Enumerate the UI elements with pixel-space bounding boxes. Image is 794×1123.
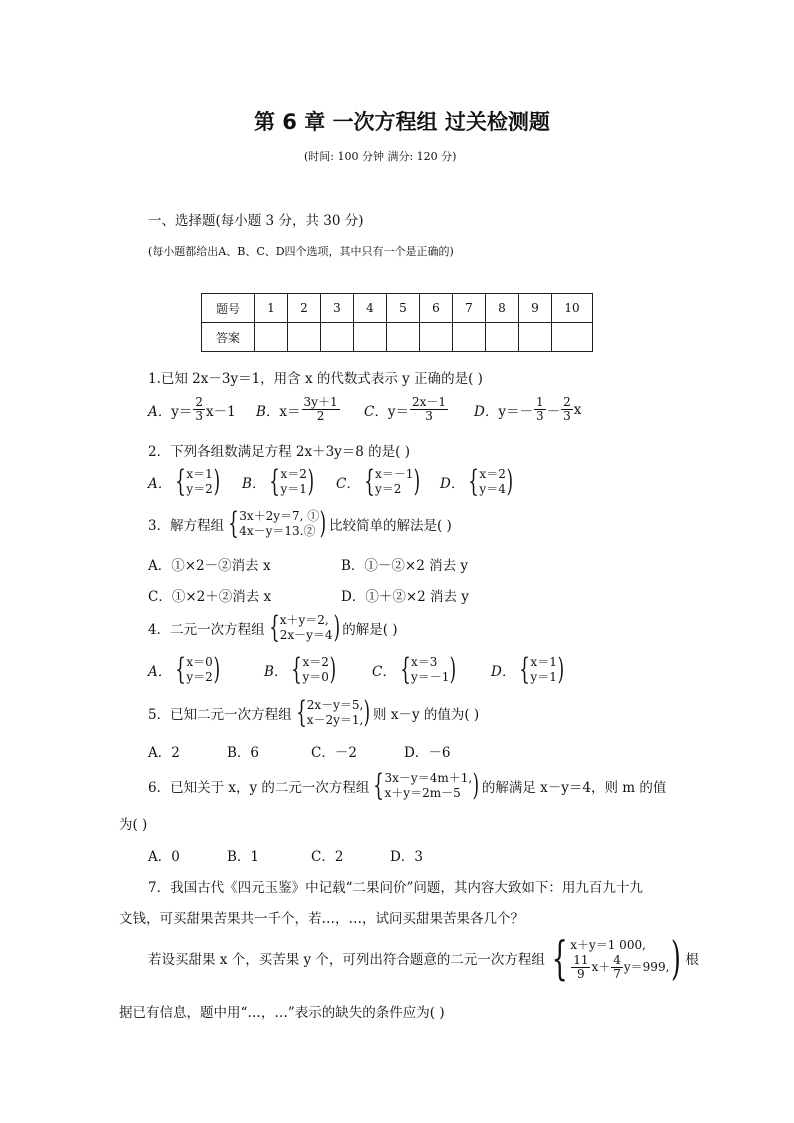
equation-system: { x＝2 y＝4 ) bbox=[468, 464, 513, 499]
option-a: A．2 bbox=[148, 745, 180, 761]
option-label: B． bbox=[256, 403, 280, 420]
answer-table bbox=[201, 293, 593, 352]
question-3-stem bbox=[148, 506, 452, 541]
equation-row: x＝2 bbox=[302, 655, 329, 669]
stem-text: 比较简单的解法是( ) bbox=[329, 518, 452, 534]
equation-row: 2x－y＝5, bbox=[306, 698, 364, 712]
option-text: y＝ bbox=[171, 403, 193, 420]
table-number-cell: 6 bbox=[420, 294, 453, 323]
equation-row: y＝－1 bbox=[410, 670, 450, 684]
answer-cell bbox=[255, 323, 288, 352]
option-label: B． bbox=[242, 476, 266, 492]
stem-text: 的解满足 x－y＝4，则 m 的值 bbox=[481, 780, 667, 796]
equation-system: { 3x－y＝4m＋1, x＋y＝2m－5 ) bbox=[373, 768, 480, 803]
option-b bbox=[256, 396, 364, 423]
option-c: C．2 bbox=[311, 849, 344, 865]
question-2-stem: 2．下列各组数满足方程 2x＋3y＝8 的是( ) bbox=[148, 444, 411, 460]
equation-row: x＝1 bbox=[530, 655, 557, 669]
answer-cell bbox=[453, 323, 486, 352]
equation-system: { 3x＋2y＝7, ① 4x－y＝13.② ) bbox=[228, 506, 327, 541]
option-label: C． bbox=[372, 664, 396, 680]
option-d: D．①＋②×2 消去 y bbox=[341, 589, 469, 605]
question-5-stem bbox=[148, 695, 480, 730]
question-4-stem bbox=[148, 610, 398, 645]
option-label: D． bbox=[440, 476, 465, 492]
option-a bbox=[148, 464, 242, 499]
denominator: 9 bbox=[577, 966, 585, 981]
stem-text: 则 x－y 的值为( ) bbox=[373, 707, 480, 723]
equation-row: y＝2 bbox=[186, 482, 213, 496]
equation-row: y＝1 bbox=[530, 670, 557, 684]
option-label: A． bbox=[148, 664, 172, 680]
question-6-stem bbox=[148, 768, 667, 803]
option-b bbox=[242, 464, 336, 499]
equation-row: x＝－1 bbox=[374, 467, 414, 481]
numerator: 2x－1 bbox=[411, 395, 447, 409]
option-label: D． bbox=[491, 664, 516, 680]
answer-cell bbox=[354, 323, 387, 352]
option-d bbox=[474, 396, 581, 423]
equation-row: y＝1 bbox=[280, 482, 307, 496]
equation-text: y＝999, bbox=[623, 960, 670, 974]
denominator: 2 bbox=[316, 409, 325, 423]
numerator: 1 bbox=[535, 395, 544, 409]
equation-row: x＝0 bbox=[186, 655, 213, 669]
question-7-line-1: 7．我国古代《四元玉鉴》中记载“二果问价”问题，其内容大致如下：用九百九十九 bbox=[148, 880, 643, 896]
option-b: B．6 bbox=[227, 745, 260, 761]
equation-row: 3x＋2y＝7, ① bbox=[239, 509, 320, 523]
option-text: y＝－ bbox=[498, 403, 533, 420]
table-number-cell: 1 bbox=[255, 294, 288, 323]
option-b: B．①－②×2 消去 y bbox=[341, 558, 469, 574]
equation-row: y＝2 bbox=[374, 482, 402, 496]
table-number-cell: 7 bbox=[453, 294, 486, 323]
denominator: 3 bbox=[195, 409, 204, 423]
equation-row: x＋y＝2, bbox=[279, 613, 329, 627]
equation-system: { x＋y＝1 000, $\frac{11}{9}$ x＋ $\frac{4}{7}$ y＝999, ) bbox=[551, 931, 682, 985]
option-d: D．－6 bbox=[404, 745, 451, 761]
numerator: 2 bbox=[563, 395, 571, 409]
equation-row: y＝2 bbox=[186, 670, 213, 684]
answer-cell bbox=[387, 323, 420, 352]
option-label: B． bbox=[264, 664, 288, 680]
equation-row: x＋y＝1 000, bbox=[570, 937, 646, 952]
table-number-cell: 8 bbox=[486, 294, 519, 323]
equation-row: x－2y＝1, bbox=[306, 713, 364, 727]
option-text: x＝ bbox=[279, 403, 301, 420]
question-7-line-3 bbox=[148, 931, 699, 985]
table-header-cell: 题号 bbox=[202, 294, 255, 323]
option-label: C． bbox=[364, 403, 388, 420]
question-7-line-2: 文钱，可买甜果苦果共一千个，若…，…，试问买甜果苦果各几个？ bbox=[119, 911, 524, 927]
denominator: 3 bbox=[563, 409, 571, 423]
table-number-cell: 9 bbox=[519, 294, 552, 323]
equation-row bbox=[570, 954, 669, 981]
option-text: y＝ bbox=[387, 403, 409, 420]
option-text: x－1 bbox=[206, 403, 236, 420]
option-text: x bbox=[573, 401, 582, 418]
stem-text: 6．已知关于 x，y 的二元一次方程组 bbox=[148, 780, 370, 796]
page-title: 第 6 章 一次方程组 过关检测题 bbox=[254, 110, 550, 134]
table-number-cell: 10 bbox=[552, 294, 593, 323]
table-number-cell: 4 bbox=[354, 294, 387, 323]
numerator: 4 bbox=[613, 952, 621, 967]
question-2-options bbox=[148, 464, 516, 499]
numerator: 3y＋1 bbox=[303, 395, 338, 409]
option-b: B．1 bbox=[227, 849, 260, 865]
stem-text: 的解是( ) bbox=[342, 622, 398, 638]
equation-system: { x＝－1 y＝2 ) bbox=[364, 464, 421, 499]
equation-row: x＋y＝2m－5 bbox=[384, 786, 461, 800]
option-a: A．①×2－②消去 x bbox=[148, 558, 271, 574]
option-label: D． bbox=[474, 403, 499, 420]
question-6-stem-continued: 为( ) bbox=[119, 817, 148, 833]
option-label: A． bbox=[148, 403, 172, 420]
option-c bbox=[364, 396, 474, 423]
answer-cell bbox=[288, 323, 321, 352]
stem-text: 根 bbox=[685, 952, 699, 968]
section-note: (每小题都给出A、B、C、D四个选项，其中只有一个是正确的) bbox=[148, 245, 454, 258]
denominator: 3 bbox=[535, 409, 544, 423]
question-4-options bbox=[148, 652, 567, 687]
equation-row: x＝3 bbox=[410, 655, 438, 669]
option-a bbox=[148, 652, 264, 687]
page-subtitle: (时间: 100 分钟 满分: 120 分) bbox=[304, 150, 457, 163]
answer-table-number-row bbox=[202, 294, 593, 323]
stem-text: 3．解方程组 bbox=[148, 518, 225, 534]
question-1-options bbox=[148, 396, 581, 423]
option-a bbox=[148, 396, 246, 423]
option-label: A． bbox=[148, 476, 172, 492]
numerator: 2 bbox=[195, 395, 204, 409]
answer-cell bbox=[321, 323, 354, 352]
fraction bbox=[561, 396, 573, 423]
option-c: C．－2 bbox=[311, 745, 357, 761]
option-c bbox=[336, 464, 440, 499]
equation-row: y＝0 bbox=[302, 670, 329, 684]
question-1-stem: 1.已知 2x－3y＝1，用含 x 的代数式表示 y 正确的是( ) bbox=[148, 371, 483, 387]
question-7-line-4: 据已有信息，题中用“…，…”表示的缺失的条件应为( ) bbox=[119, 1005, 445, 1021]
equation-system: { x＝3 y＝－1 ) bbox=[400, 652, 457, 687]
stem-text: 4．二元一次方程组 bbox=[148, 622, 265, 638]
equation-row: x＝1 bbox=[186, 467, 213, 481]
equation-system: { x＝1 y＝1 ) bbox=[519, 652, 564, 687]
fraction bbox=[611, 954, 623, 981]
table-number-cell: 2 bbox=[288, 294, 321, 323]
equation-row: 2x－y＝4 bbox=[279, 628, 333, 642]
denominator: 3 bbox=[425, 409, 433, 423]
option-label: C． bbox=[336, 476, 360, 492]
option-c: C．①×2＋②消去 x bbox=[148, 589, 272, 605]
equation-system: { 2x－y＝5, x－2y＝1, ) bbox=[295, 695, 371, 730]
equation-system: { x＝2 y＝1 ) bbox=[269, 464, 315, 499]
option-b bbox=[264, 652, 372, 687]
equation-system: { x＋y＝2, 2x－y＝4 ) bbox=[268, 610, 340, 645]
table-number-cell: 5 bbox=[387, 294, 420, 323]
equation-row: 4x－y＝13.② bbox=[239, 524, 316, 538]
equation-text: x＋ bbox=[591, 960, 611, 974]
stem-text: 5．已知二元一次方程组 bbox=[148, 707, 292, 723]
fraction bbox=[302, 396, 340, 423]
option-d bbox=[440, 464, 516, 499]
option-text: － bbox=[546, 403, 561, 420]
denominator: 7 bbox=[613, 966, 621, 981]
option-a: A．0 bbox=[148, 849, 180, 865]
equation-row: 3x－y＝4m＋1, bbox=[384, 771, 473, 785]
equation-row: x＝2 bbox=[479, 467, 506, 481]
fraction bbox=[571, 954, 590, 981]
answer-cell bbox=[519, 323, 552, 352]
answer-cell bbox=[552, 323, 593, 352]
option-d bbox=[491, 652, 567, 687]
answer-table-answer-row bbox=[202, 323, 593, 352]
stem-text: 若设买甜果 x 个，买苦果 y 个，可列出符合题意的二元一次方程组 bbox=[148, 952, 545, 968]
fraction bbox=[193, 396, 205, 423]
fraction bbox=[410, 396, 448, 423]
section-heading: 一、选择题(每小题 3 分，共 30 分) bbox=[148, 213, 364, 229]
fraction bbox=[534, 396, 546, 423]
answer-cell bbox=[420, 323, 453, 352]
table-header-cell: 答案 bbox=[202, 323, 255, 352]
equation-system: { x＝1 y＝2 ) bbox=[175, 464, 220, 499]
option-d: D．3 bbox=[390, 849, 423, 865]
equation-row: y＝4 bbox=[479, 482, 506, 496]
table-number-cell: 3 bbox=[321, 294, 354, 323]
option-c bbox=[372, 652, 491, 687]
equation-row: x＝2 bbox=[280, 467, 307, 481]
equation-system: { x＝0 y＝2 ) bbox=[175, 652, 220, 687]
equation-system: { x＝2 y＝0 ) bbox=[291, 652, 337, 687]
answer-cell bbox=[486, 323, 519, 352]
numerator: 11 bbox=[573, 952, 589, 967]
